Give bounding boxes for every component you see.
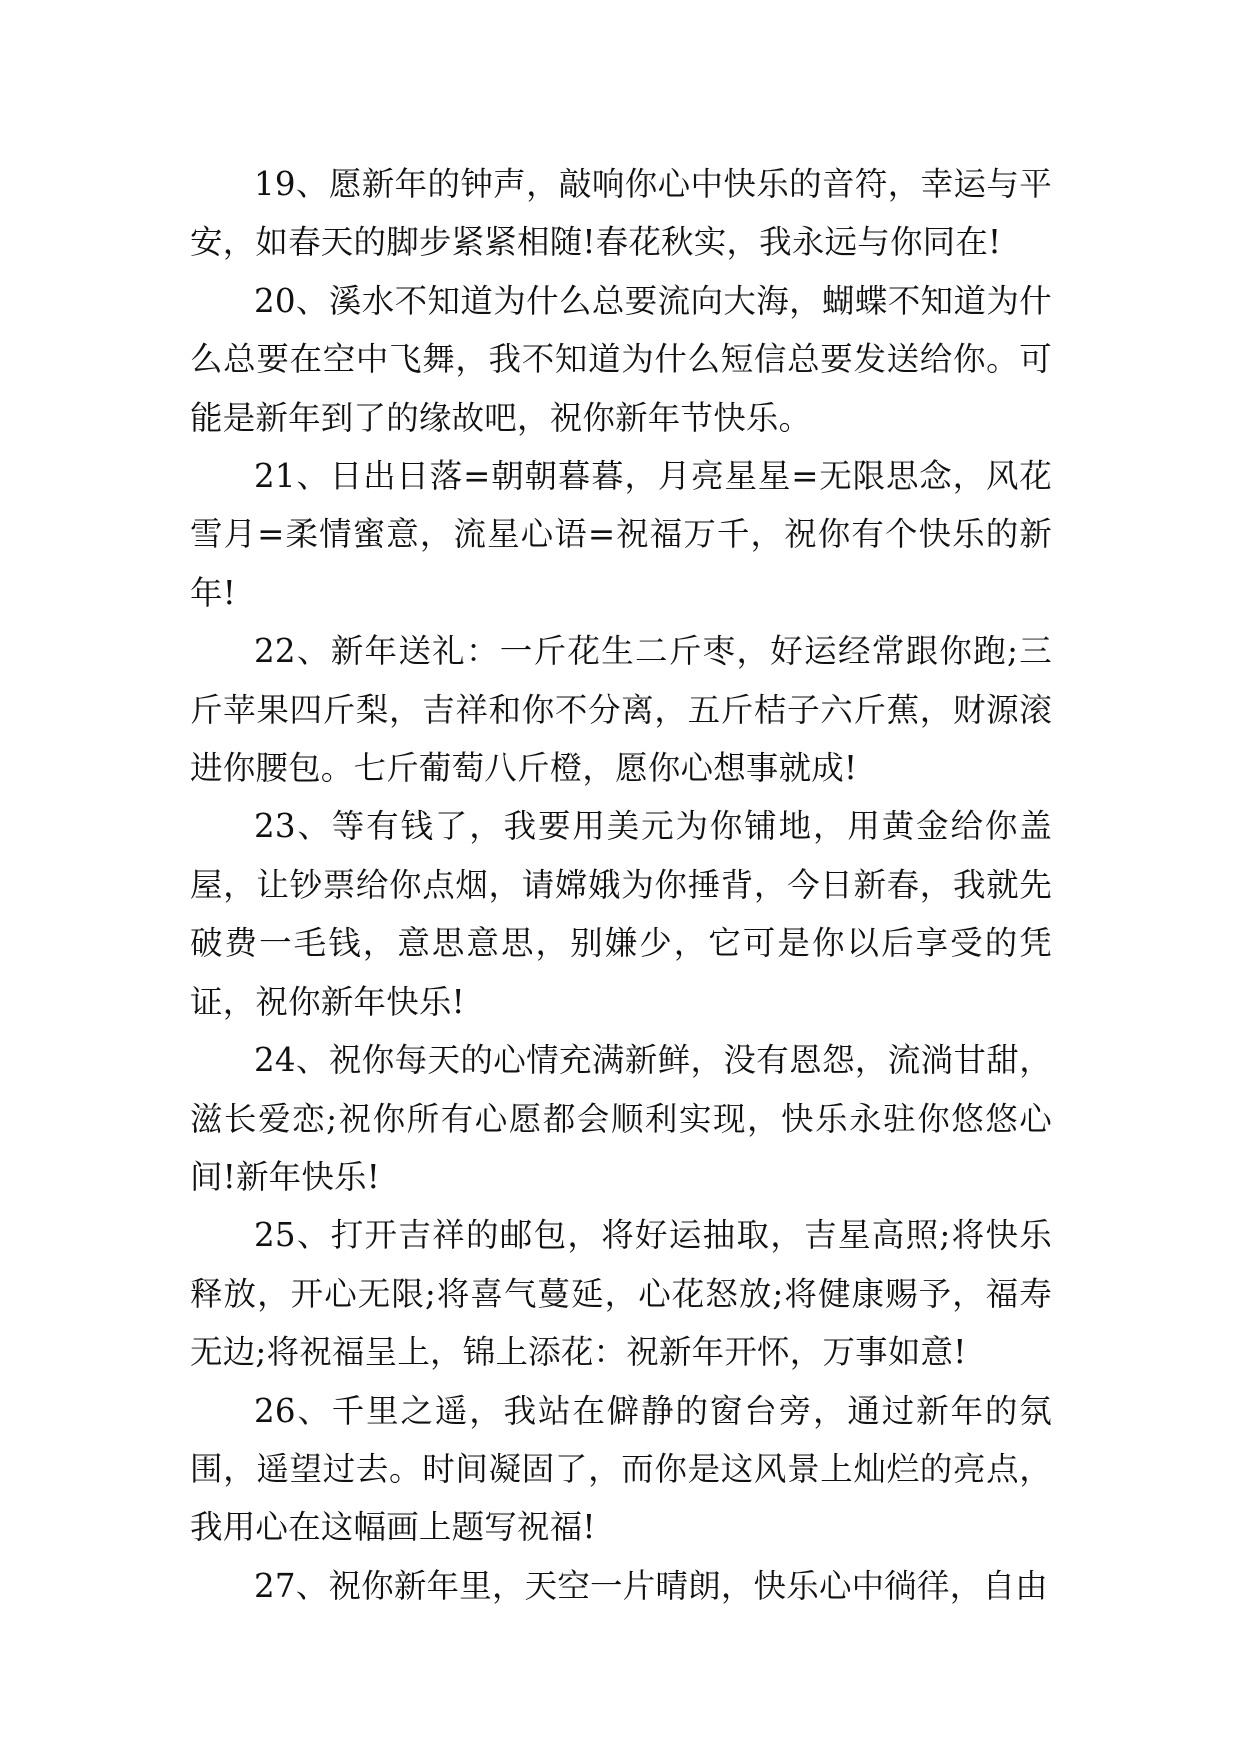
paragraph-19: 19、愿新年的钟声，敲响你心中快乐的音符，幸运与平安，如春天的脚步紧紧相随!春花秋实，我永远与你同在!	[190, 165, 1052, 262]
paragraph-25: 25、打开吉祥的邮包，将好运抽取，吉星高照;将快乐释放，开心无限;将喜气蔓延，心花怒放;将健康赐予，福寿无边;将祝福呈上，锦上添花：祝新年开怀，万事如意!	[190, 1216, 1052, 1372]
paragraph-20: 20、溪水不知道为什么总要流向大海，蝴蝶不知道为什么总要在空中飞舞，我不知道为什么短信总要发送给你。可能是新年到了的缘故吧，祝你新年节快乐。	[190, 281, 1052, 437]
paragraph-21: 21、日出日落=朝朝暮暮，月亮星星=无限思念，风花雪月=柔情蜜意，流星心语=祝福万千，祝你有个快乐的新年!	[190, 457, 1052, 612]
document-body	[190, 155, 1052, 1615]
paragraph-22: 22、新年送礼：一斤花生二斤枣，好运经常跟你跑;三斤苹果四斤梨，吉祥和你不分离，五斤桔子六斤蕉，财源滚进你腰包。七斤葡萄八斤橙，愿你心想事就成!	[190, 632, 1052, 788]
paragraph-27: 27、祝你新年里，天空一片晴朗，快乐心中徜徉，自由	[254, 1566, 1048, 1605]
paragraph-24: 24、祝你每天的心情充满新鲜，没有恩怨，流淌甘甜，滋长爱恋;祝你所有心愿都会顺利实现，快乐永驻你悠悠心间!新年快乐!	[190, 1041, 1052, 1196]
paragraph-26: 26、千里之遥，我站在僻静的窗台旁，通过新年的氛围，遥望过去。时间凝固了，而你是这风景上灿烂的亮点，我用心在这幅画上题写祝福!	[190, 1391, 1052, 1547]
paragraph-23: 23、等有钱了，我要用美元为你铺地，用黄金给你盖屋，让钞票给你点烟，请嫦娥为你捶背，今日新春，我就先破费一毛钱，意思意思，别嫌少，它可是你以后享受的凭证，祝你新年快乐!	[190, 807, 1052, 1021]
